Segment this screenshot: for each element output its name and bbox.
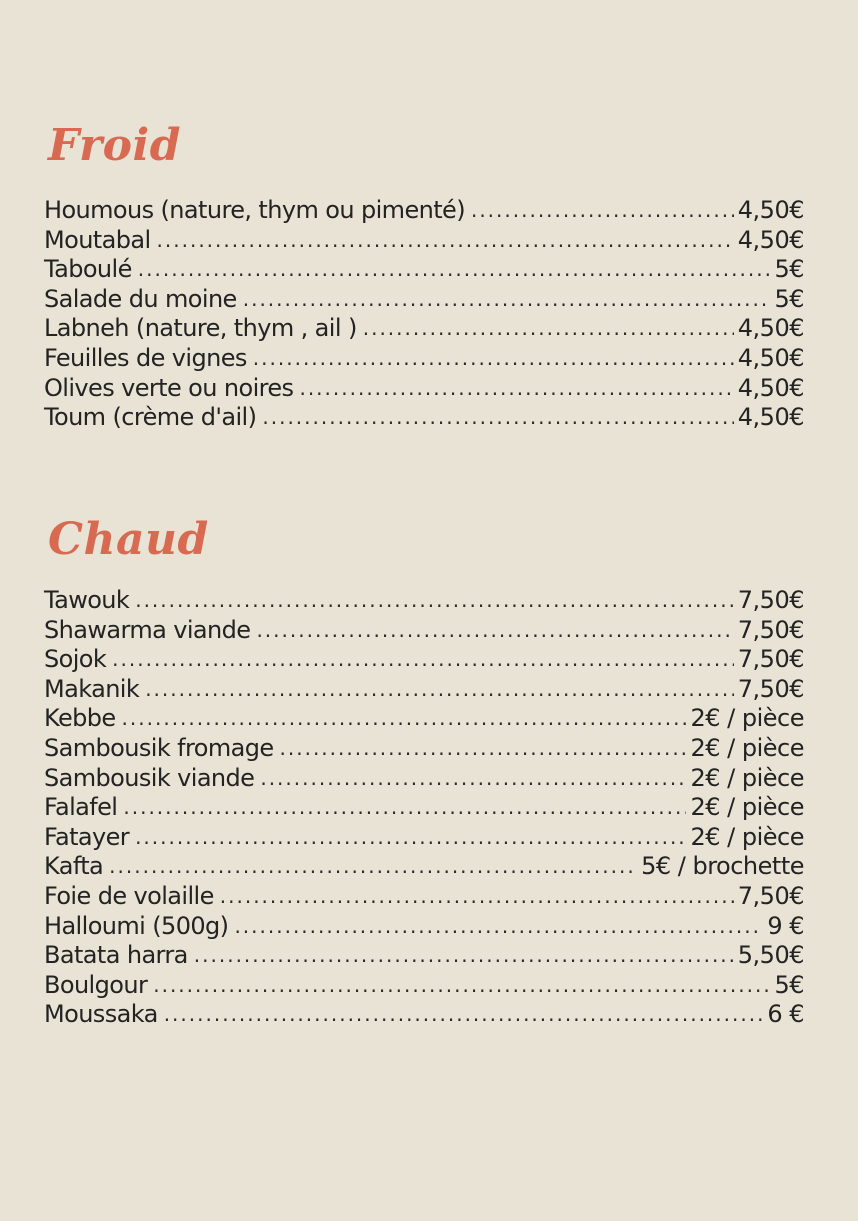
menu-item: [44, 226, 804, 256]
dot-leader: [243, 285, 771, 315]
menu-item: [44, 1000, 804, 1030]
menu-item: [44, 941, 804, 971]
item-price: 2€ / pièce: [690, 763, 804, 792]
item-price: 5€: [774, 284, 804, 313]
item-name: Houmous (nature, thym ou pimenté): [44, 196, 465, 224]
menu-item: [44, 823, 804, 853]
menu-item: [44, 645, 804, 675]
item-price: 9 €: [767, 911, 804, 940]
menu-item: [44, 734, 804, 764]
item-name: Halloumi (500g): [44, 911, 229, 940]
item-list: [44, 196, 804, 433]
dot-leader: [220, 882, 734, 912]
item-price: 5,50€: [737, 941, 804, 970]
item-name: Taboulé: [44, 255, 132, 284]
item-name: Moussaka: [44, 1000, 158, 1029]
dot-leader: [363, 314, 734, 344]
dot-leader: [138, 255, 771, 285]
item-price: 2€ / pièce: [690, 733, 804, 762]
menu-item: [44, 255, 804, 285]
item-name: Tawouk: [44, 586, 130, 614]
item-price: 4,50€: [737, 225, 804, 254]
item-name: Sambousik viande: [44, 763, 255, 792]
item-price: 5€: [774, 970, 804, 999]
dot-leader: [122, 704, 687, 734]
item-price: 2€ / pièce: [690, 793, 804, 822]
item-price: 4,50€: [737, 343, 804, 372]
item-name: Moutabal: [44, 225, 151, 254]
dot-leader: [135, 823, 686, 853]
dot-leader: [280, 734, 687, 764]
item-price: 7,50€: [737, 645, 804, 674]
dot-leader: [253, 344, 734, 374]
dot-leader: [157, 226, 734, 256]
item-name: Batata harra: [44, 941, 188, 970]
item-name: Sojok: [44, 645, 107, 674]
item-price: 5€: [774, 255, 804, 284]
item-price: 7,50€: [737, 586, 804, 614]
dot-leader: [164, 1000, 764, 1030]
item-name: Makanik: [44, 674, 140, 703]
menu-item: [44, 704, 804, 734]
item-price: 7,50€: [737, 881, 804, 910]
item-name: Kebbe: [44, 704, 116, 733]
menu-item: [44, 403, 804, 433]
menu-item: [44, 882, 804, 912]
dot-leader: [262, 403, 733, 433]
item-price: 7,50€: [737, 615, 804, 644]
dot-leader: [256, 616, 733, 646]
menu-item: [44, 793, 804, 823]
menu-item: [44, 616, 804, 646]
dot-leader: [471, 196, 734, 226]
dot-leader: [153, 971, 770, 1001]
item-price: 2€ / pièce: [690, 822, 804, 851]
menu-item: [44, 764, 804, 794]
menu-item: [44, 586, 804, 616]
menu-item: [44, 314, 804, 344]
menu-item: [44, 285, 804, 315]
item-name: Olives verte ou noires: [44, 373, 294, 402]
menu-item: [44, 196, 804, 226]
menu-item: [44, 344, 804, 374]
dot-leader: [112, 645, 734, 675]
menu-item: [44, 852, 804, 882]
item-name: Boulgour: [44, 970, 148, 999]
menu-item: [44, 374, 804, 404]
item-list: [44, 586, 804, 1030]
item-name: Feuilles de vignes: [44, 343, 247, 372]
item-price: 2€ / pièce: [690, 704, 804, 733]
item-price: 6 €: [767, 1000, 804, 1029]
dot-leader: [260, 764, 686, 794]
section-froid: [44, 118, 804, 433]
item-name: Fatayer: [44, 822, 130, 851]
item-name: Labneh (nature, thym , ail ): [44, 314, 357, 343]
dot-leader: [234, 912, 763, 942]
item-name: Sambousik fromage: [44, 733, 274, 762]
dot-leader: [123, 793, 686, 823]
item-name: Foie de volaille: [44, 881, 214, 910]
item-name: Salade du moine: [44, 284, 237, 313]
item-name: Shawarma viande: [44, 615, 251, 644]
dot-leader: [135, 586, 734, 616]
item-price: 5€ / brochette: [641, 852, 804, 881]
menu-item: [44, 675, 804, 705]
item-price: 4,50€: [737, 403, 804, 432]
item-price: 4,50€: [737, 196, 804, 224]
dot-leader: [109, 852, 637, 882]
item-name: Toum (crème d'ail): [44, 403, 257, 432]
section-title: Froid: [48, 120, 181, 171]
item-name: Kafta: [44, 852, 104, 881]
dot-leader: [299, 374, 733, 404]
section-title: Chaud: [48, 514, 209, 565]
item-name: Falafel: [44, 793, 118, 822]
item-price: 4,50€: [737, 314, 804, 343]
dot-leader: [194, 941, 734, 971]
section-chaud: [44, 512, 804, 1030]
menu-item: [44, 971, 804, 1001]
item-price: 7,50€: [737, 674, 804, 703]
menu-item: [44, 912, 804, 942]
item-price: 4,50€: [737, 373, 804, 402]
dot-leader: [145, 675, 734, 705]
